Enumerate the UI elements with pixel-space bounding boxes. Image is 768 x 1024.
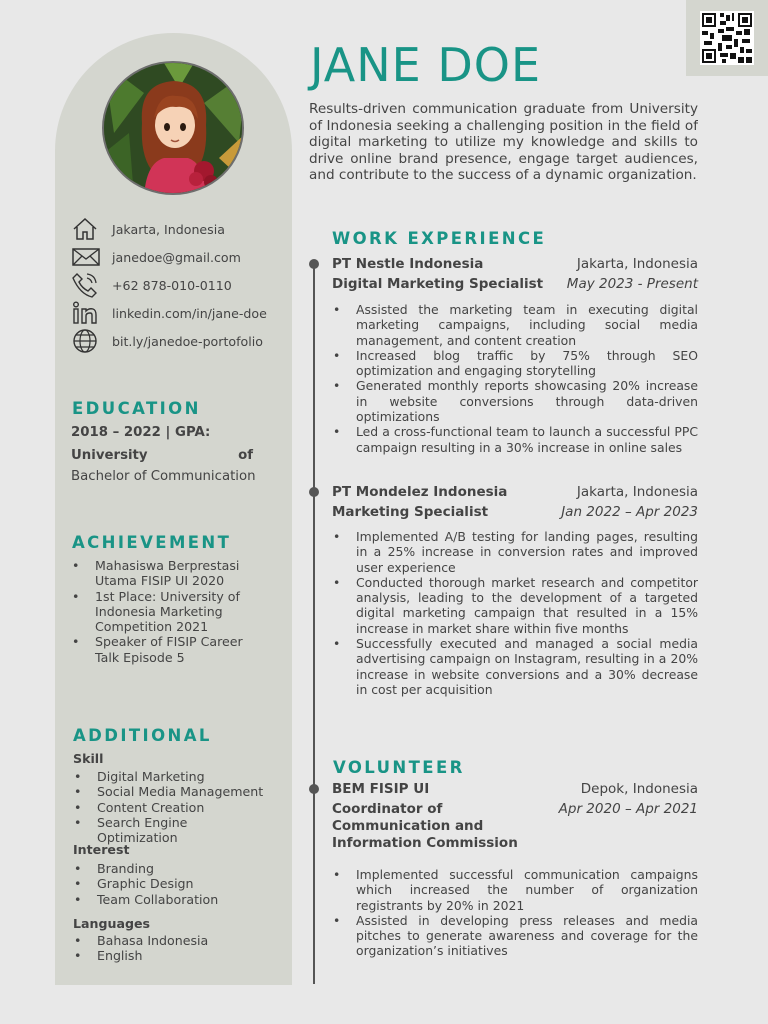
languages-list	[73, 933, 283, 964]
qr-code	[686, 0, 768, 76]
job-dates: Jan 2022 – Apr 2023	[561, 504, 698, 520]
list-item: • Increased blog traffic by 75% through SEO optimization and engaging storytelling	[332, 348, 698, 379]
list-item: • Implemented A/B testing for landing pages, resulting in a 25% increase in conversion rates and improved user experience	[332, 529, 698, 575]
education-degree: Bachelor of Communication	[71, 469, 256, 484]
location-text: Jakarta, Indonesia	[112, 221, 225, 237]
volunteer-title: VOLUNTEER	[333, 758, 465, 777]
linkedin-icon	[72, 299, 102, 327]
linkedin-text[interactable]: linkedin.com/in/jane-doe	[112, 305, 267, 321]
list-item: • 1st Place: University of Indonesia Marketing Competition 2021	[71, 589, 256, 635]
list-item: • Branding	[73, 861, 283, 876]
additional-title: ADDITIONAL	[73, 726, 212, 745]
contact-linkedin[interactable]	[72, 299, 267, 327]
list-item: • Social Media Management	[73, 784, 283, 799]
education-title: EDUCATION	[72, 399, 201, 418]
phone-icon	[72, 271, 102, 299]
achievement-title: ACHIEVEMENT	[72, 533, 232, 552]
job-bullets	[332, 302, 698, 455]
volunteer-role: Coordinator of Communication and Information Commission	[332, 801, 518, 851]
job-company: PT Mondelez Indonesia	[332, 484, 508, 500]
volunteer-dates: Apr 2020 – Apr 2021	[558, 801, 698, 817]
volunteer-bullets	[332, 867, 698, 959]
list-item: • Led a cross-functional team to launch a successful PPC campaign resulting in a 30% increase in online sales	[332, 424, 698, 455]
mail-icon	[72, 243, 102, 271]
list-item: • Content Creation	[73, 800, 283, 815]
list-item: • Graphic Design	[73, 876, 283, 891]
interest-list	[73, 861, 283, 907]
list-item: • English	[73, 948, 283, 963]
summary-text: Results-driven communication graduate from University of Indonesia seeking a challenging position in the field of digital marketing to utilize my knowledge and skills to drive online brand presence, engage target audiences, and contribute to the success of a dynamic organization.	[309, 101, 698, 184]
volunteer-org: BEM FISIP UI	[332, 781, 430, 797]
job-dates: May 2023 - Present	[566, 276, 698, 292]
list-item: • Assisted the marketing team in executing digital marketing campaigns, including social media management, and content creation	[332, 302, 698, 348]
list-item: • Implemented successful communication campaigns which increased the number of organization registrants by 20% in 2021	[332, 867, 698, 913]
contact-email[interactable]	[72, 243, 241, 271]
job-location: Jakarta, Indonesia	[576, 484, 698, 500]
list-item: • Mahasiswa Berprestasi Utama FISIP UI 2020	[71, 558, 256, 589]
school-word-a: University	[71, 448, 148, 463]
timeline-dot	[309, 784, 319, 794]
interest-label: Interest	[73, 842, 130, 857]
list-item: • Conducted thorough market research and competitor analysis, leading to the development of a targeted digital marketing campaign that resulted in a 15% increase in market share within five months	[332, 575, 698, 636]
list-item: • Search Engine Optimization	[73, 815, 213, 846]
phone-text[interactable]: +62 878-010-0110	[112, 277, 232, 293]
list-item: • Speaker of FISIP Career Talk Episode 5	[71, 634, 256, 665]
job-bullets	[332, 529, 698, 697]
list-item: • Digital Marketing	[73, 769, 283, 784]
job-role: Digital Marketing Specialist	[332, 276, 544, 292]
list-item: • Team Collaboration	[73, 892, 283, 907]
list-item: • Bahasa Indonesia	[73, 933, 283, 948]
school-word-b: of	[238, 448, 253, 463]
job-company: PT Nestle Indonesia	[332, 256, 484, 272]
email-text[interactable]: janedoe@gmail.com	[112, 249, 241, 265]
timeline-line	[313, 264, 315, 984]
list-item: • Generated monthly reports showcasing 20% increase in website conversions through data-driven optimizations	[332, 378, 698, 424]
achievement-list	[71, 558, 256, 665]
name-heading: JANE DOE	[310, 38, 542, 92]
avatar	[102, 61, 244, 195]
job-role: Marketing Specialist	[332, 504, 489, 520]
contact-portfolio[interactable]	[72, 327, 263, 355]
languages-label: Languages	[73, 916, 151, 931]
portfolio-text[interactable]: bit.ly/janedoe-portofolio	[112, 333, 263, 349]
skill-label: Skill	[73, 751, 104, 766]
work-title: WORK EXPERIENCE	[332, 229, 547, 248]
education-years-gpa: 2018 – 2022 | GPA:	[71, 425, 211, 440]
timeline-dot	[309, 259, 319, 269]
list-item: • Assisted in developing press releases and media pitches to generate awareness and coverage for the organization’s initiatives	[332, 913, 698, 959]
contact-location	[72, 215, 225, 243]
timeline-dot	[309, 487, 319, 497]
skill-list	[73, 769, 283, 845]
volunteer-location: Depok, Indonesia	[580, 781, 698, 797]
contact-phone[interactable]	[72, 271, 232, 299]
education-school	[71, 444, 253, 467]
globe-icon	[72, 327, 102, 355]
job-location: Jakarta, Indonesia	[576, 256, 698, 272]
list-item: • Successfully executed and managed a social media advertising campaign on Instagram, resulting in a 20% increase in website conversions and a 30% decrease in cost per acquisition	[332, 636, 698, 697]
home-icon	[72, 215, 102, 243]
